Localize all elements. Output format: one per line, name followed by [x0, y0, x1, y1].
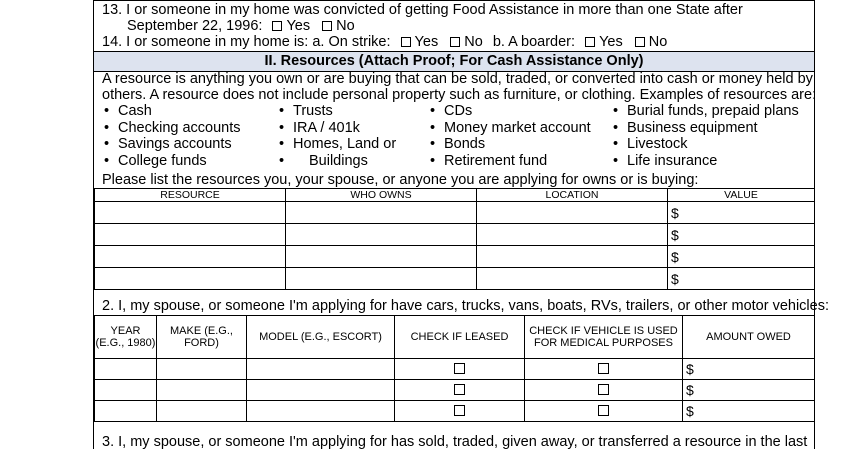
leased-cell	[395, 359, 525, 380]
who-owns-field[interactable]	[286, 246, 477, 268]
question-13-date-text: September 22, 1996:	[127, 18, 263, 34]
who-owns-field[interactable]	[286, 224, 477, 246]
example-item: • CDs	[428, 103, 591, 120]
leased-checkbox[interactable]	[454, 384, 465, 395]
amount-owed-field[interactable]: $	[683, 380, 815, 401]
model-field[interactable]	[247, 401, 395, 422]
medical-checkbox[interactable]	[598, 384, 609, 395]
example-item: • College funds	[102, 153, 241, 170]
form-top-border	[94, 0, 814, 1]
year-field[interactable]	[95, 380, 157, 401]
leased-checkbox[interactable]	[454, 363, 465, 374]
q13-no-checkbox[interactable]	[322, 21, 332, 31]
who-owns-field[interactable]	[286, 202, 477, 224]
table-row	[95, 380, 815, 401]
location-field[interactable]	[477, 224, 668, 246]
resources-list-prompt: Please list the resources you, your spouse, or anyone you are applying for owns or is buying:	[102, 172, 699, 188]
value-field[interactable]: $	[668, 202, 815, 224]
examples-column-3	[428, 103, 591, 169]
year-field[interactable]	[95, 359, 157, 380]
resources-table	[94, 188, 815, 290]
table-row	[95, 224, 815, 246]
location-column-header: LOCATION	[477, 189, 668, 202]
medical-checkbox[interactable]	[598, 405, 609, 416]
q13-yes-label: Yes	[286, 18, 311, 34]
make-field[interactable]	[157, 401, 247, 422]
q13-no-label: No	[336, 18, 355, 34]
table-row	[95, 202, 815, 224]
example-item: • Business equipment	[611, 120, 799, 137]
vehicles-table-header	[95, 316, 815, 359]
example-item: • Burial funds, prepaid plans	[611, 103, 799, 120]
question-14	[102, 34, 667, 50]
example-item: • IRA / 401k	[277, 120, 396, 137]
table-row	[95, 401, 815, 422]
examples-column-1	[102, 103, 241, 169]
table-row	[95, 268, 815, 290]
location-field[interactable]	[477, 202, 668, 224]
resources-table-header	[95, 189, 815, 202]
value-field[interactable]: $	[668, 224, 815, 246]
application-form-page	[93, 0, 829, 450]
example-item: • Homes, Land or	[277, 136, 396, 153]
q14-boarder-no-checkbox[interactable]	[635, 37, 645, 47]
medical-checkbox[interactable]	[598, 363, 609, 374]
section-header-resources: II. Resources (Attach Proof; For Cash Assistance Only)	[94, 51, 814, 72]
examples-column-2	[277, 103, 396, 169]
medical-cell	[525, 401, 683, 422]
example-item-continued	[277, 153, 396, 170]
resource-field[interactable]	[95, 268, 286, 290]
q14-boarder-no-label: No	[648, 34, 668, 50]
q13-yes-checkbox[interactable]	[272, 21, 282, 31]
question-13	[102, 2, 743, 18]
example-item: • Savings accounts	[102, 136, 241, 153]
make-column-header: MAKE (E.G., FORD)	[157, 316, 247, 359]
value-field[interactable]: $	[668, 268, 815, 290]
medical-cell	[525, 380, 683, 401]
example-item: • Livestock	[611, 136, 799, 153]
q14-boarder-text: b. A boarder:	[492, 34, 576, 50]
vehicles-table	[94, 315, 815, 422]
medical-cell	[525, 359, 683, 380]
example-item: • Cash	[102, 103, 241, 120]
who-owns-column-header: WHO OWNS	[286, 189, 477, 202]
location-field[interactable]	[477, 246, 668, 268]
make-field[interactable]	[157, 359, 247, 380]
example-item: • Life insurance	[611, 153, 799, 170]
example-item: • Checking accounts	[102, 120, 241, 137]
example-item-continued-text: Buildings	[309, 152, 368, 169]
year-field[interactable]	[95, 401, 157, 422]
leased-column-header: CHECK IF LEASED	[395, 316, 525, 359]
model-field[interactable]	[247, 380, 395, 401]
leased-cell	[395, 380, 525, 401]
example-item: • Retirement fund	[428, 153, 591, 170]
medical-column-header: CHECK IF VEHICLE IS USED FOR MEDICAL PURPOSES	[525, 316, 683, 359]
question-13-answer	[127, 18, 355, 34]
q14-strike-text: 14. I or someone in my home is: a. On strike:	[102, 34, 391, 50]
value-column-header: VALUE	[668, 189, 815, 202]
resources-intro-line2: others. A resource does not include personal property such as furniture, or clothing. Examples of resources are:	[102, 87, 817, 103]
q14-boarder-yes-label: Yes	[599, 34, 623, 50]
who-owns-field[interactable]	[286, 268, 477, 290]
q14-strike-no-checkbox[interactable]	[450, 37, 460, 47]
location-field[interactable]	[477, 268, 668, 290]
table-row	[95, 246, 815, 268]
amount-owed-field[interactable]: $	[683, 401, 815, 422]
q14-strike-no-label: No	[464, 34, 483, 50]
transfers-question: 3. I, my spouse, or someone I'm applying for has sold, traded, given away, or transferred a resource in the last	[102, 434, 808, 450]
model-column-header: MODEL (E.G., ESCORT)	[247, 316, 395, 359]
q14-strike-yes-checkbox[interactable]	[401, 37, 411, 47]
value-field[interactable]: $	[668, 246, 815, 268]
vehicles-question: 2. I, my spouse, or someone I'm applying for have cars, trucks, vans, boats, RVs, trailers, or other motor vehicles:	[102, 298, 829, 314]
resource-field[interactable]	[95, 246, 286, 268]
amount-owed-field[interactable]: $	[683, 359, 815, 380]
resource-column-header: RESOURCE	[95, 189, 286, 202]
resource-field[interactable]	[95, 224, 286, 246]
q14-boarder-yes-checkbox[interactable]	[585, 37, 595, 47]
example-item: • Money market account	[428, 120, 591, 137]
model-field[interactable]	[247, 359, 395, 380]
example-item: • Trusts	[277, 103, 396, 120]
resources-intro	[102, 71, 816, 103]
resource-field[interactable]	[95, 202, 286, 224]
year-column-header: YEAR (E.G., 1980)	[95, 316, 157, 359]
amount-owed-column-header: AMOUNT OWED	[683, 316, 815, 359]
resources-intro-line1: A resource is anything you own or are buying that can be sold, traded, or converted into cash or money held by	[102, 71, 813, 87]
question-13-text: 13. I or someone in my home was convicted of getting Food Assistance in more than one State after	[102, 2, 743, 18]
make-field[interactable]	[157, 380, 247, 401]
leased-checkbox[interactable]	[454, 405, 465, 416]
examples-column-4	[611, 103, 799, 169]
leased-cell	[395, 401, 525, 422]
example-item: • Bonds	[428, 136, 591, 153]
table-row	[95, 359, 815, 380]
q14-strike-yes-label: Yes	[414, 34, 439, 50]
